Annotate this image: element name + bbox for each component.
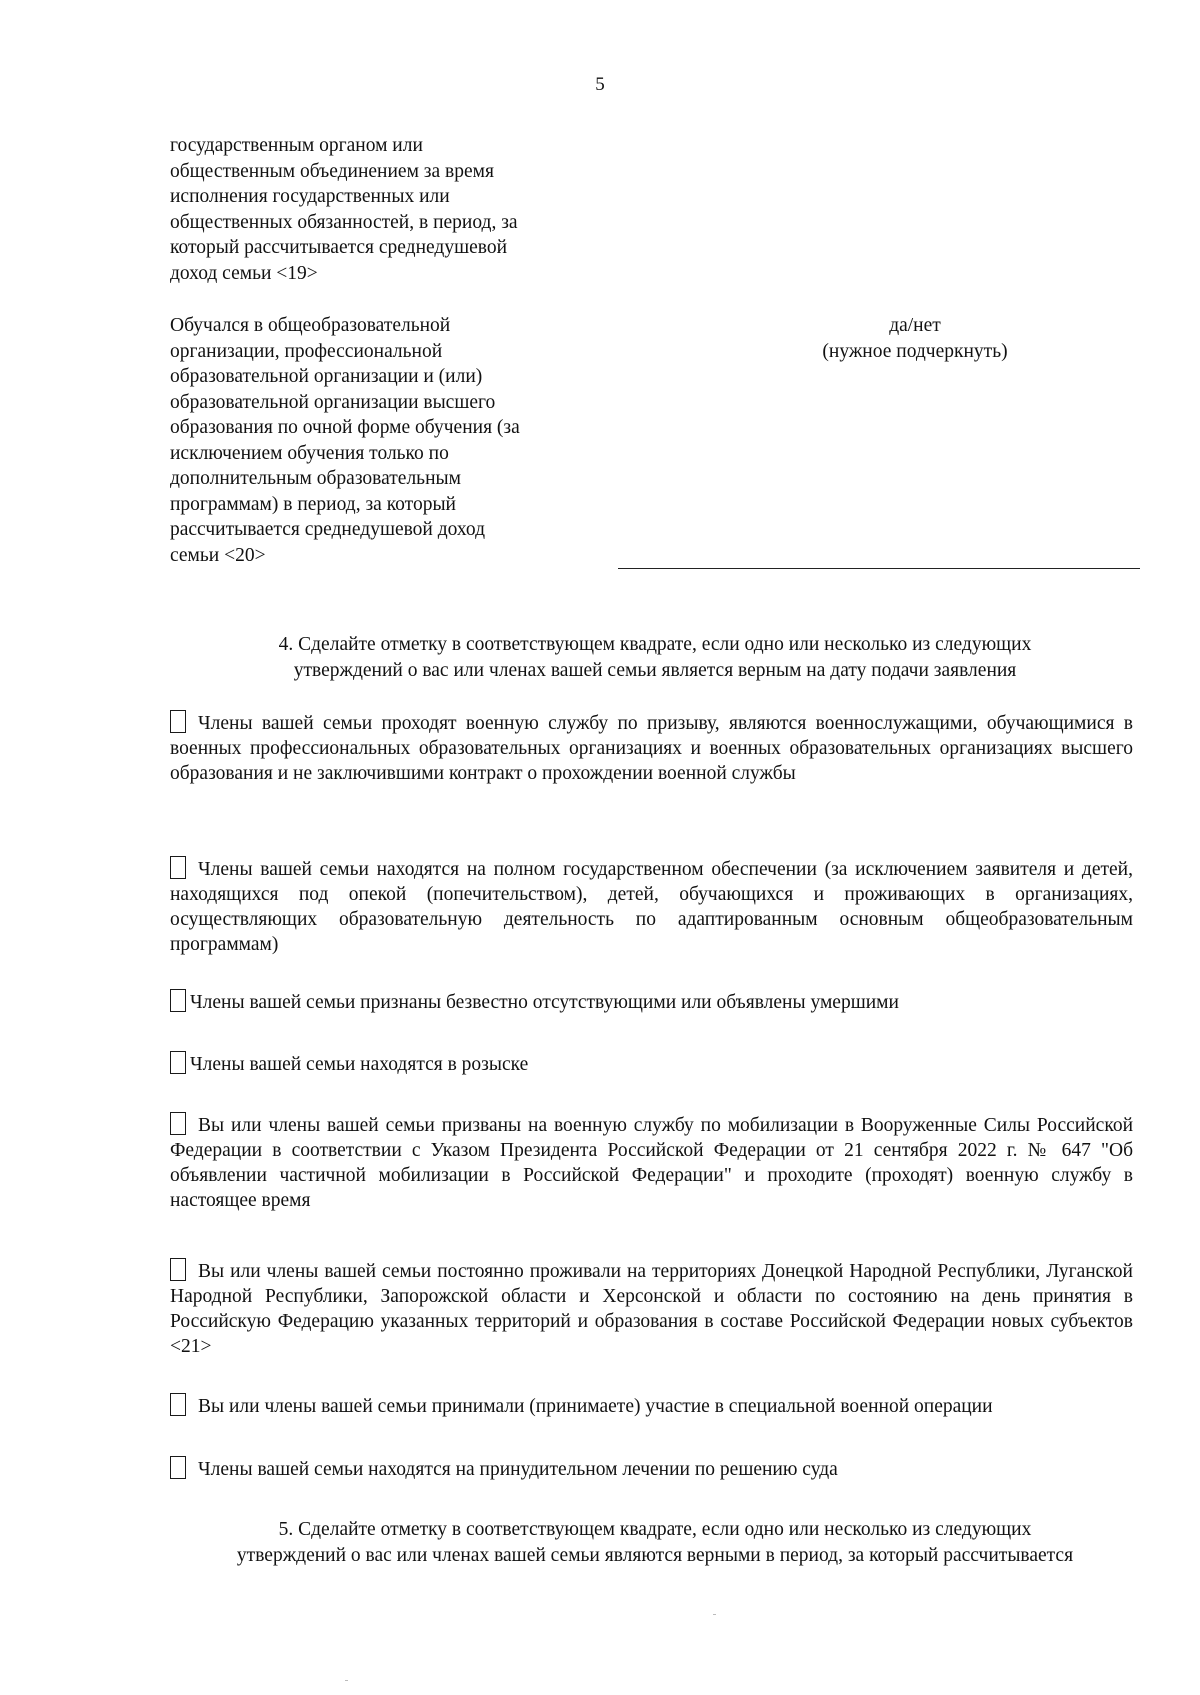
heading-line: утверждений о вас или членах вашей семьи является верным на дату подачи заявления [293,660,1017,681]
text-line: образовательной организации и (или) [170,366,483,387]
text-line: общественных обязанностей, в период, за [170,211,518,233]
item-text: Члены вашей семьи находятся на полном государственном обеспечении (за исключением заявителя и детей, находящихся под опекой (попечительством), детей, обучающихся и проживающих в организациях, осуществляющих образовательную деятельность по адаптированным основным общеобразовательным программам) [170,859,1133,955]
scan-speck [713,1614,716,1615]
section4-item [170,1456,1133,1482]
section4-item [170,710,1133,786]
text-line: семьи <20> [170,544,266,566]
text-line: программам) в период, за который [170,493,456,515]
item-text: Члены вашей семьи проходят военную службу по призыву, являются военнослужащими, обучающимися в военных профессиональных образовательных организациях и военных образовательных организациях высшего образования и не заключившими контракт о прохождении военной службы [170,713,1133,784]
text-line: государственным органом или [170,135,423,156]
section4-item [170,989,1133,1015]
text-line: образовательной организации высшего [170,391,496,413]
heading-line: утверждений о вас или членах вашей семьи являются верными в период, за который рассчитывается [236,1545,1074,1566]
item-text: Вы или члены вашей семьи принимали (принимаете) участие в специальной военной операции [198,1396,993,1417]
section-4-heading [170,632,1140,684]
item-text: Члены вашей семьи находятся на принудительном лечении по решению суда [198,1459,838,1480]
page-number: 5 [595,74,605,95]
section4-item [170,856,1133,957]
text-line: рассчитывается среднедушевой доход [170,519,486,540]
continued-block [170,133,590,286]
text-line: образования по очной форме обучения (за [170,417,520,438]
education-question [170,313,590,568]
section4-item [170,1112,1133,1213]
checkbox[interactable] [170,856,186,879]
item-text: Члены вашей семьи признаны безвестно отсутствующими или объявлены умершими [190,992,899,1013]
section4-item [170,1051,1133,1077]
answer-hint: (нужное подчеркнуть) [822,340,1008,362]
text-line: Обучался в общеобразовательной [170,315,451,336]
checkbox[interactable] [170,1393,186,1416]
text-line: доход семьи <19> [170,262,318,284]
section-5-heading [170,1517,1140,1569]
text-line: общественным объединением за время [170,160,494,182]
checkbox[interactable] [170,1258,186,1281]
checkbox[interactable] [170,989,186,1012]
scan-speck [345,1680,348,1681]
checkbox[interactable] [170,1051,186,1074]
item-text: Вы или члены вашей семьи призваны на военную службу по мобилизации в Вооруженные Силы Российской Федерации в соответствии с Указом Президента Российской Федерации от 21 сентября 2022 г. № 647 "Об объявлении частичной мобилизации в Российской Федерации" и проходите (проходят) военную службу в настоящее время [170,1115,1133,1211]
checkbox[interactable] [170,1456,186,1479]
text-line: который рассчитывается среднедушевой [170,237,508,258]
item-text: Члены вашей семьи находятся в розыске [190,1054,529,1075]
checkbox[interactable] [170,1112,186,1135]
heading-line: 5. Сделайте отметку в соответствующем квадрате, если одно или несколько из следующих [278,1519,1032,1540]
item-text: Вы или члены вашей семьи постоянно проживали на территориях Донецкой Народной Республики, Луганской Народной Республики, Запорожской области и Херсонской и области по состоянию на день принятия в Российскую Федерацию указанных территорий и образования в составе Российской Федерации новых субъектов <21> [170,1261,1133,1357]
answer-underline [618,568,1140,569]
heading-line: 4. Сделайте отметку в соответствующем квадрате, если одно или несколько из следующих [278,634,1032,655]
education-answer [800,313,1030,364]
checkbox[interactable] [170,710,186,733]
answer-options[interactable]: да/нет [889,315,941,336]
text-line: дополнительным образовательным [170,468,461,489]
text-line: исключением обучения только по [170,442,449,464]
text-line: организации, профессиональной [170,340,443,362]
text-line: исполнения государственных или [170,186,450,207]
section4-item [170,1258,1133,1359]
section4-item [170,1393,1133,1419]
